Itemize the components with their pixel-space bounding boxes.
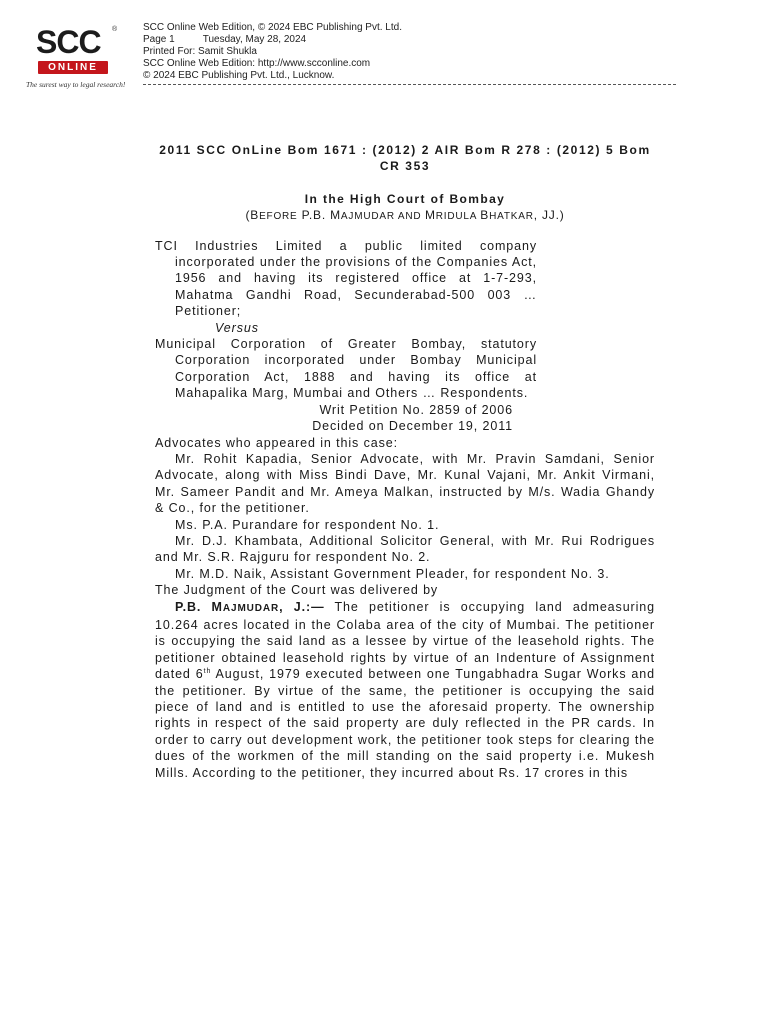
advocate-entry: Mr. D.J. Khambata, Additional Solicitor General, with Mr. Rui Rodrigues and Mr. S.R. Rajguru for respondent No. 2. — [155, 533, 655, 565]
advocates-heading: Advocates who appeared in this case: — [155, 435, 398, 450]
advocate-entry: Ms. P.A. Purandare for respondent No. 1. — [175, 517, 440, 532]
advocate-entry: Mr. Rohit Kapadia, Senior Advocate, with Mr. Pravin Samdani, Senior Advocate, along with Miss Bindi Dave, Mr. Kunal Vajani, Mr. Ankit Virmani, Mr. Sameer Pandit and Mr. Ameya Malkan, instructed by M/s. Wadia Ghandy & Co., for the petitioner. — [155, 451, 655, 516]
header-edition: SCC Online Web Edition, © 2024 EBC Publishing Pvt. Ltd. — [143, 22, 402, 33]
case-citation: 2011 SCC OnLine Bom 1671 : (2012) 2 AIR Bom R 278 : (2012) 5 Bom CR 353 — [159, 143, 651, 174]
respondent-party: Municipal Corporation of Greater Bombay, statutory Corporation incorporated under Bombay Municipal Corporation Act, 1888 and having its office at Mahapalika Marg, Mumbai and Others … Respondents. — [155, 337, 537, 401]
scc-online-logo — [22, 24, 134, 96]
logo-online-badge: ONLINE — [38, 61, 108, 74]
logo-brand: SCC — [36, 24, 101, 60]
header-divider — [143, 84, 676, 85]
judgment-paragraph: P.B. MAJMUDAR, J.:— The petitioner is occupying land admeasuring 10.264 acres located in the Colaba area of the city of Mumbai. The petitioner is occupying the said land as a lessee by virtue of the leasehold rights. The petitioner obtained leasehold rights by virtue of an Indenture of Assignment dated 6th August, 1979 executed between one Tungabhadra Sugar Works and the petitioner. By virtue of the same, the petitioner is occupying the said piece of land and is entitled to use the aforesaid property. The ownership rights in respect of the said property are duly reflected in the PR cards. In order to carry out development work, the petitioner took steps for clearing the dues of the workmen of the mill standing on the said property i.e. Mukesh Mills. According to the petitioner, they incurred about Rs. 17 crores in this — [155, 599, 655, 780]
advocate-entry: Mr. M.D. Naik, Assistant Government Pleader, for respondent No. 3. — [175, 566, 610, 581]
header-page-row — [143, 34, 402, 46]
petitioner-party: TCI Industries Limited a public limited company incorporated under the provisions of the Companies Act, 1956 and having its registered office at 1-7-293, Mahatma Gandhi Road, Secunderabad-500 003 … Petitioner; — [155, 238, 537, 319]
header-printed-for: Printed For: Samit Shukla — [143, 46, 257, 57]
logo-tagline: The surest way to legal research! — [26, 80, 126, 89]
header-web-edition: SCC Online Web Edition: http://www.scconline.com — [143, 58, 371, 69]
case-document — [155, 140, 655, 781]
header-copyright: © 2024 EBC Publishing Pvt. Ltd., Lucknow. — [143, 70, 335, 81]
decision-date: Decided on December 19, 2011 — [312, 419, 513, 434]
bench-line: (BEFORE P.B. MAJMUDAR AND MRIDULA BHATKAR, JJ.) — [245, 208, 565, 223]
versus-label: Versus — [215, 320, 259, 335]
print-header — [143, 22, 402, 82]
writ-petition-number: Writ Petition No. 2859 of 2006 — [319, 402, 513, 417]
judgment-intro: The Judgment of the Court was delivered by — [155, 583, 439, 598]
header-date: Tuesday, May 28, 2024 — [202, 34, 307, 45]
logo-registered-mark: ® — [112, 26, 118, 33]
court-name: In the High Court of Bombay — [304, 191, 506, 206]
judge-name: P.B. MAJMUDAR, J.:— — [175, 599, 325, 614]
header-page-number: Page 1 — [143, 34, 175, 45]
